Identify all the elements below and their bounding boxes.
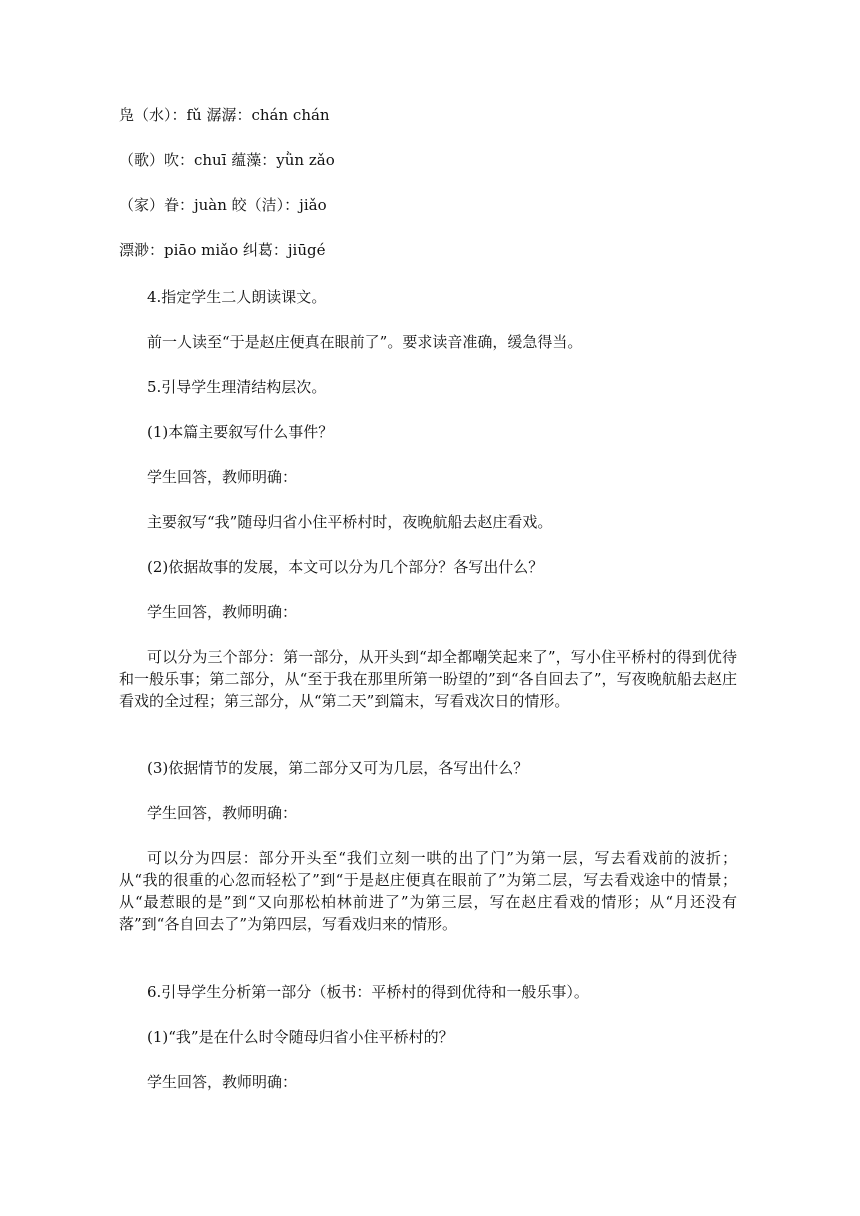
- pinyin-line-1: 凫（水）：fǔ 潺潺：chán chán: [119, 106, 330, 124]
- pinyin-line-3: （家）眷：juàn 皎（洁）：jiǎo: [119, 196, 327, 214]
- step-5-heading: 5.引导学生理清结构层次。: [147, 378, 327, 396]
- answer-intro-3: 学生回答，教师明确：: [147, 804, 298, 822]
- pinyin-line-4: 漂渺：piāo miǎo 纠葛：jiūgé: [119, 241, 326, 259]
- answer-3: 可以分为四层：部分开头至“我们立刻一哄的出了门”为第一层，写去看戏前的波折；从“我的很重的心忽而轻松了”到“于是赵庄便真在眼前了”为第二层，写去看戏途中的情景；从“最惹眼的是”到“又向那松柏林前进了”为第三层，写在赵庄看戏的情形；从“月还没有落”到“各自回去了”为第四层，写看戏归来的情形。: [119, 849, 737, 933]
- pinyin-line-2: （歌）吹：chuī 蕴藻：yǜn zǎo: [119, 151, 335, 169]
- reading-instruction: 前一人读至“于是赵庄便真在眼前了”。要求读音准确，缓急得当。: [147, 333, 583, 351]
- answer-1: 主要叙写“我”随母归省小住平桥村时，夜晚航船去赵庄看戏。: [147, 513, 553, 531]
- question-2: (2)依据故事的发展，本文可以分为几个部分？各写出什么？: [147, 558, 544, 576]
- question-3: (3)依据情节的发展，第二部分又可为几层，各写出什么？: [147, 759, 529, 777]
- question-1: (1)本篇主要叙写什么事件？: [147, 423, 334, 441]
- step-6-heading: 6.引导学生分析第一部分（板书：平桥村的得到优待和一般乐事）。: [147, 983, 589, 1001]
- step-4-heading: 4.指定学生二人朗读课文。: [147, 288, 327, 306]
- answer-2: 可以分为三个部分：第一部分，从开头到“却全都嘲笑起来了”，写小住平桥村的得到优待和一般乐事；第二部分，从“至于我在那里所第一盼望的”到“各自回去了”，写夜晚航船去赵庄看戏的全过程；第三部分，从“第二天”到篇末，写看戏次日的情形。: [119, 648, 737, 710]
- answer-intro-4: 学生回答，教师明确：: [147, 1073, 298, 1091]
- answer-intro-1: 学生回答，教师明确：: [147, 468, 298, 486]
- question-4: (1)“我”是在什么时令随母归省小住平桥村的？: [147, 1028, 454, 1046]
- answer-intro-2: 学生回答，教师明确：: [147, 603, 298, 621]
